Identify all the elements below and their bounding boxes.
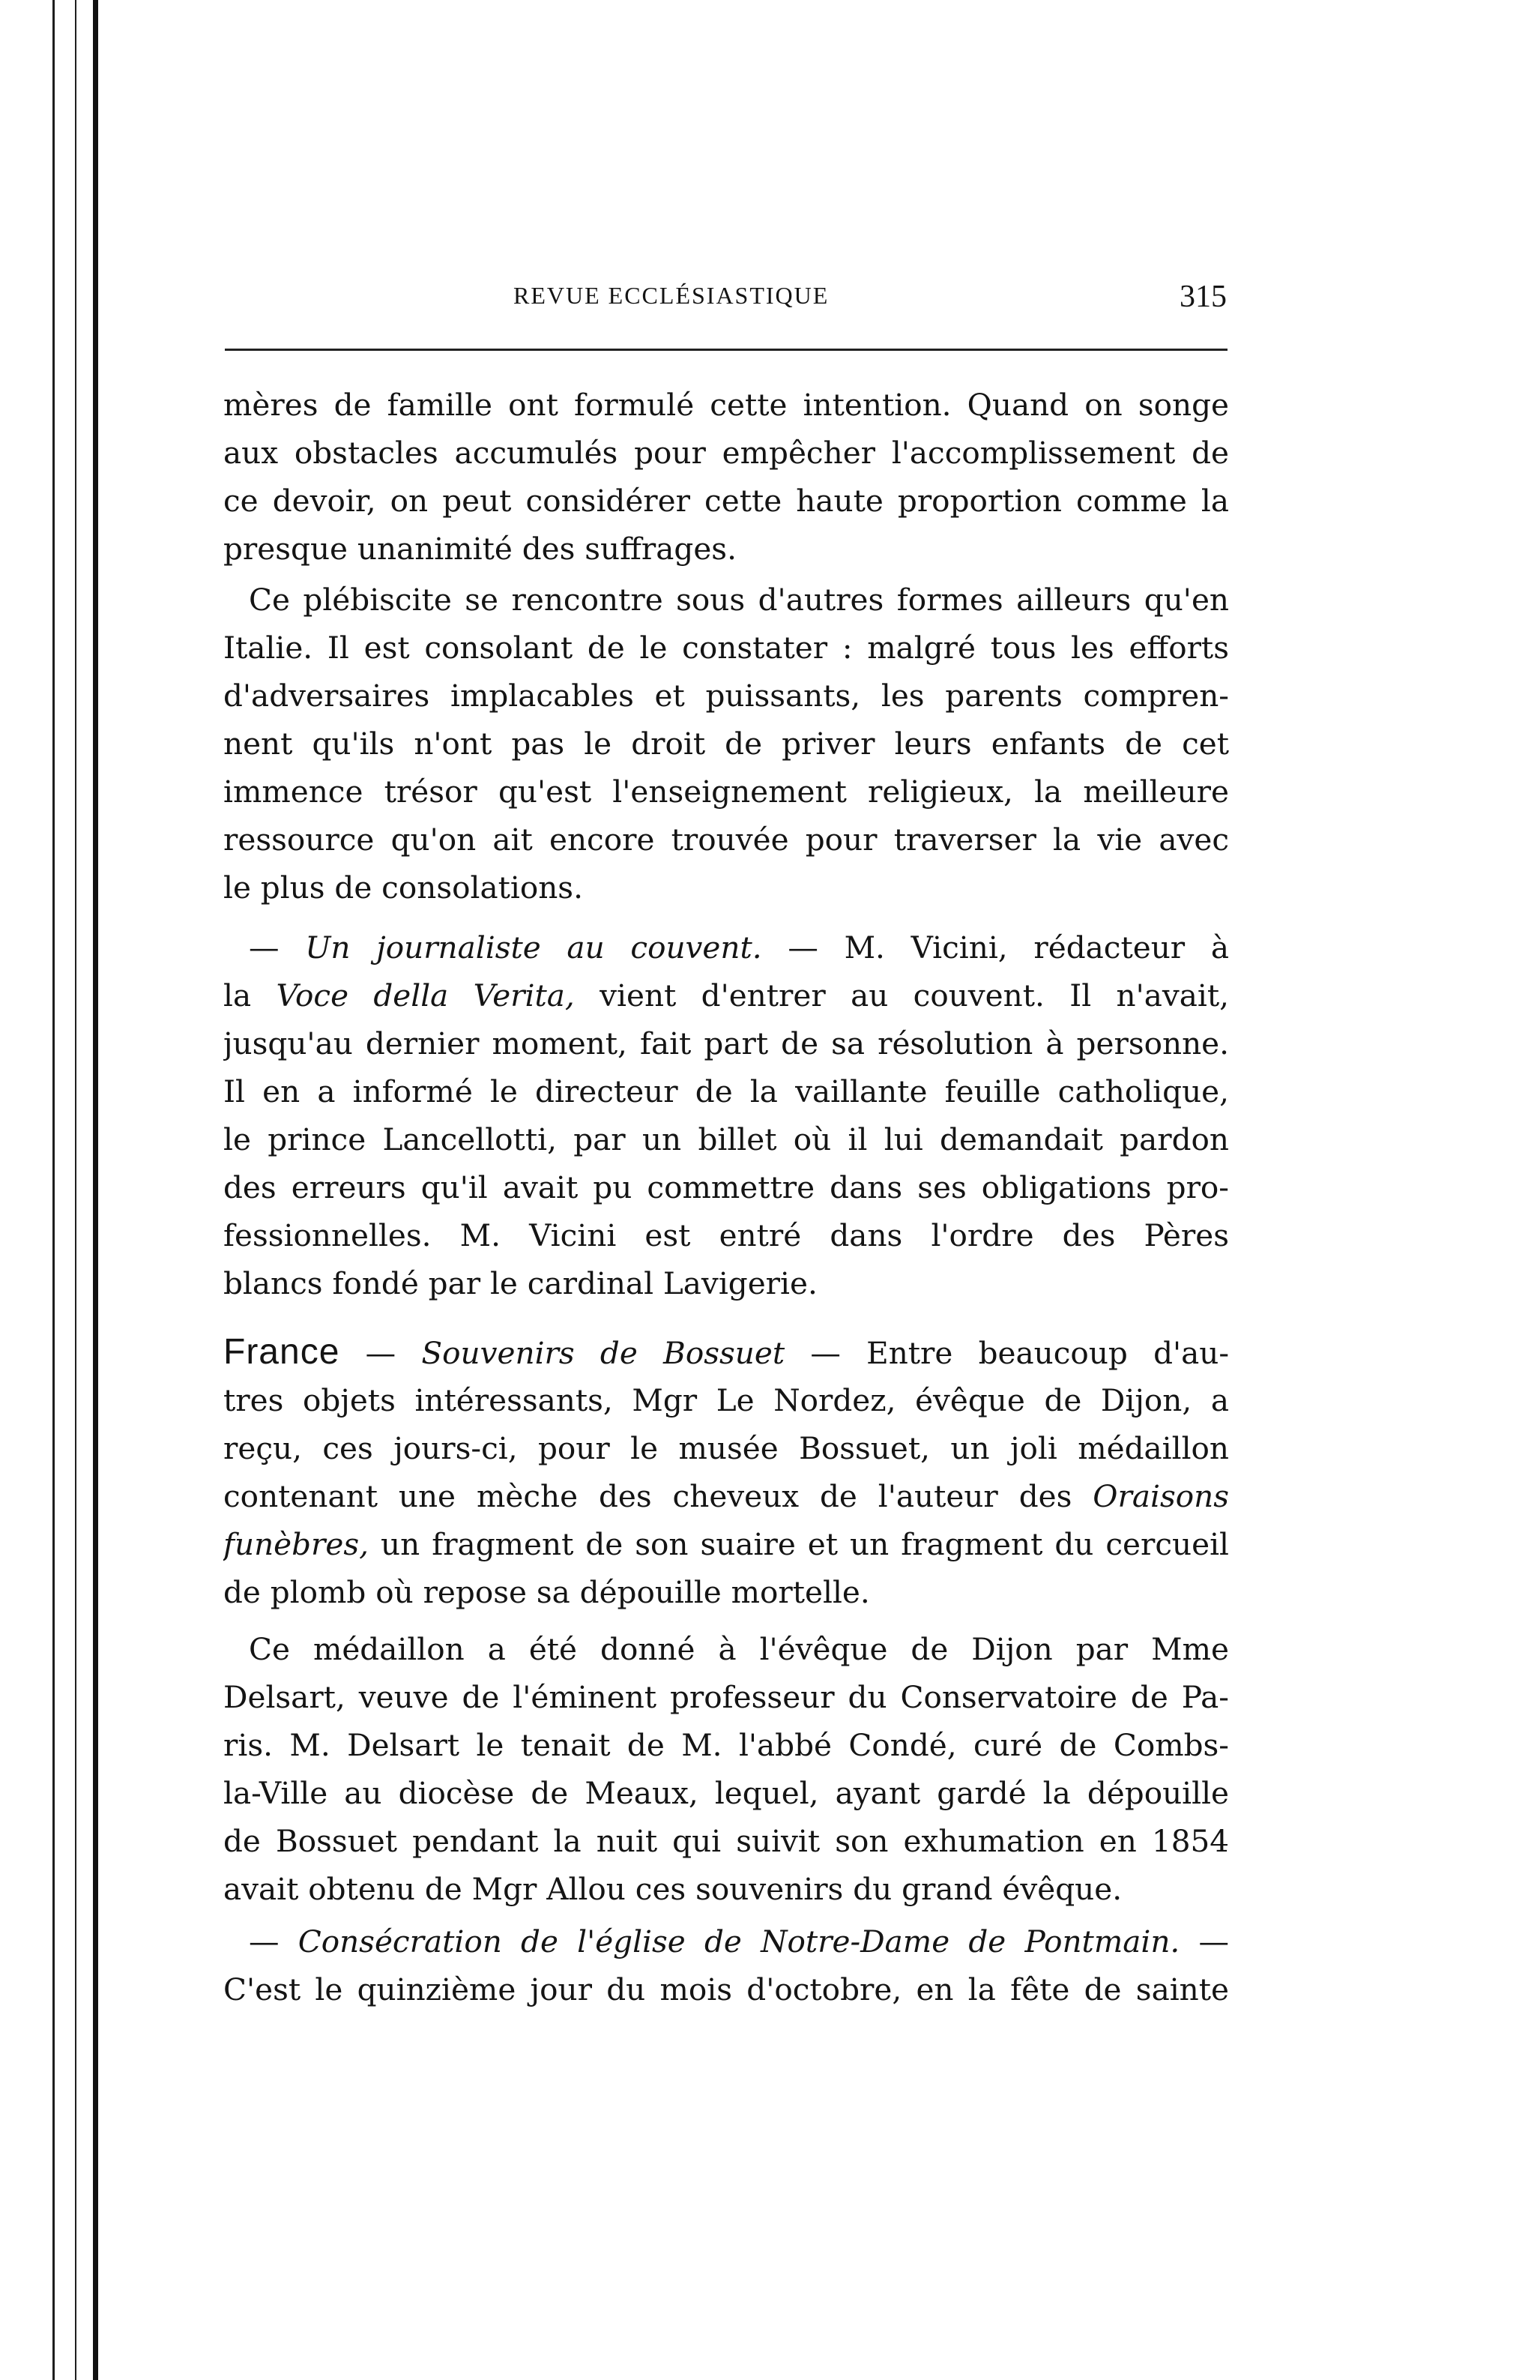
- book-title: funèbres,: [223, 1526, 369, 1562]
- text-line: [223, 1520, 1229, 1568]
- binding-edge-line: [75, 0, 76, 2380]
- text-line: immence trésor qu'est l'enseignement religieux, la meilleure: [223, 774, 1229, 810]
- running-title: REVUE ECCLÉSIASTIQUE: [513, 282, 830, 309]
- text-line: avait obtenu de Mgr Allou ces souvenirs du grand évêque.: [223, 1871, 1123, 1907]
- em-dash: —: [365, 1335, 396, 1371]
- text-line: de Bossuet pendant la nuit qui suivit son exhumation en 1854: [223, 1823, 1229, 1859]
- text-line: [223, 924, 1229, 971]
- text-line: blancs fondé par le cardinal Lavigerie.: [223, 1265, 818, 1301]
- em-dash: —: [249, 930, 280, 965]
- page-number: 315: [1180, 280, 1227, 314]
- text-line: tres objets intéressants, Mgr Le Nordez, évêque de Dijon, a: [223, 1382, 1229, 1418]
- section-country: France: [223, 1332, 340, 1372]
- news-item-pontmain: [223, 1917, 1229, 2013]
- item-title: Consécration de l'église de Notre-Dame de Pontmain.: [298, 1923, 1180, 1959]
- header-rule: [225, 349, 1228, 351]
- paragraph: [223, 576, 1229, 912]
- paragraph: [223, 1625, 1229, 1913]
- item-title: Souvenirs de Bossuet: [421, 1335, 785, 1371]
- news-item-journaliste: [223, 924, 1229, 1307]
- text-line: aux obstacles accumulés pour empêcher l'accomplissement de: [223, 435, 1229, 471]
- text-line: reçu, ces jours-ci, pour le musée Bossuet, un joli médaillon: [223, 1430, 1229, 1466]
- text-run: contenant une mèche des cheveux de l'auteur des: [223, 1478, 1072, 1514]
- text-line: ressource qu'on ait encore trouvée pour traverser la vie avec: [223, 822, 1229, 858]
- binding-edge-line: [52, 0, 55, 2380]
- text-line: Ce médaillon a été donné à l'évêque de Dijon par Mme: [249, 1631, 1229, 1667]
- em-dash: —: [1198, 1923, 1229, 1959]
- text-line: presque unanimité des suffrages.: [223, 531, 737, 567]
- text-line: ris. M. Delsart le tenait de M. l'abbé Condé, curé de Combs-: [223, 1727, 1229, 1763]
- text-line: [223, 1917, 1229, 1965]
- page-header: [217, 279, 1233, 316]
- text-line: mères de famille ont formulé cette intention. Quand on songe: [223, 387, 1229, 423]
- text-line: le prince Lancellotti, par un billet où il lui demandait pardon: [223, 1121, 1229, 1157]
- text-line: Italie. Il est consolant de le constater : malgré tous les efforts: [223, 630, 1229, 666]
- binding-edge-line: [93, 0, 98, 2380]
- text-line: [223, 971, 1229, 1019]
- text-line: Ce plébiscite se rencontre sous d'autres formes ailleurs qu'en: [249, 582, 1229, 618]
- text-line: ce devoir, on peut considérer cette haute proportion comme la: [223, 483, 1229, 519]
- text-line: le plus de consolations.: [223, 870, 583, 906]
- text-line: nent qu'ils n'ont pas le droit de priver leurs enfants de cet: [223, 726, 1229, 762]
- paragraph: [223, 381, 1229, 573]
- text-line: d'adversaires implacables et puissants, les parents compren-: [223, 678, 1229, 714]
- em-dash: —: [249, 1923, 280, 1959]
- text-line: Delsart, veuve de l'éminent professeur du Conservatoire de Pa-: [223, 1679, 1229, 1715]
- text-line: la-Ville au diocèse de Meaux, lequel, ayant gardé la dépouille: [223, 1775, 1229, 1811]
- text-run: — M. Vicini, rédacteur à: [788, 930, 1229, 965]
- text-line: Il en a informé le directeur de la vaillante feuille catholique,: [223, 1073, 1229, 1109]
- newspaper-title: Voce della Verita,: [276, 977, 575, 1013]
- news-item-france: [223, 1328, 1229, 1616]
- text-line: de plomb où repose sa dépouille mortelle.: [223, 1574, 870, 1610]
- text-line: des erreurs qu'il avait pu commettre dans ses obligations pro-: [223, 1169, 1229, 1205]
- text-run: vient d'entrer au couvent. Il n'avait,: [600, 977, 1229, 1013]
- text-line: [223, 1472, 1229, 1520]
- book-title: Oraisons: [1093, 1478, 1229, 1514]
- text-line: fessionnelles. M. Vicini est entré dans l'ordre des Pères: [223, 1217, 1229, 1253]
- text-run: la: [223, 977, 252, 1013]
- text-line: [223, 1328, 1229, 1376]
- text-line: C'est le quinzième jour du mois d'octobre, en la fête de sainte: [223, 1971, 1229, 2007]
- text-run: un fragment de son suaire et un fragment du cercueil: [381, 1526, 1229, 1562]
- item-title: Un journaliste au couvent.: [305, 930, 762, 965]
- text-line: jusqu'au dernier moment, fait part de sa résolution à personne.: [223, 1025, 1229, 1061]
- text-run: — Entre beaucoup d'au-: [810, 1335, 1229, 1371]
